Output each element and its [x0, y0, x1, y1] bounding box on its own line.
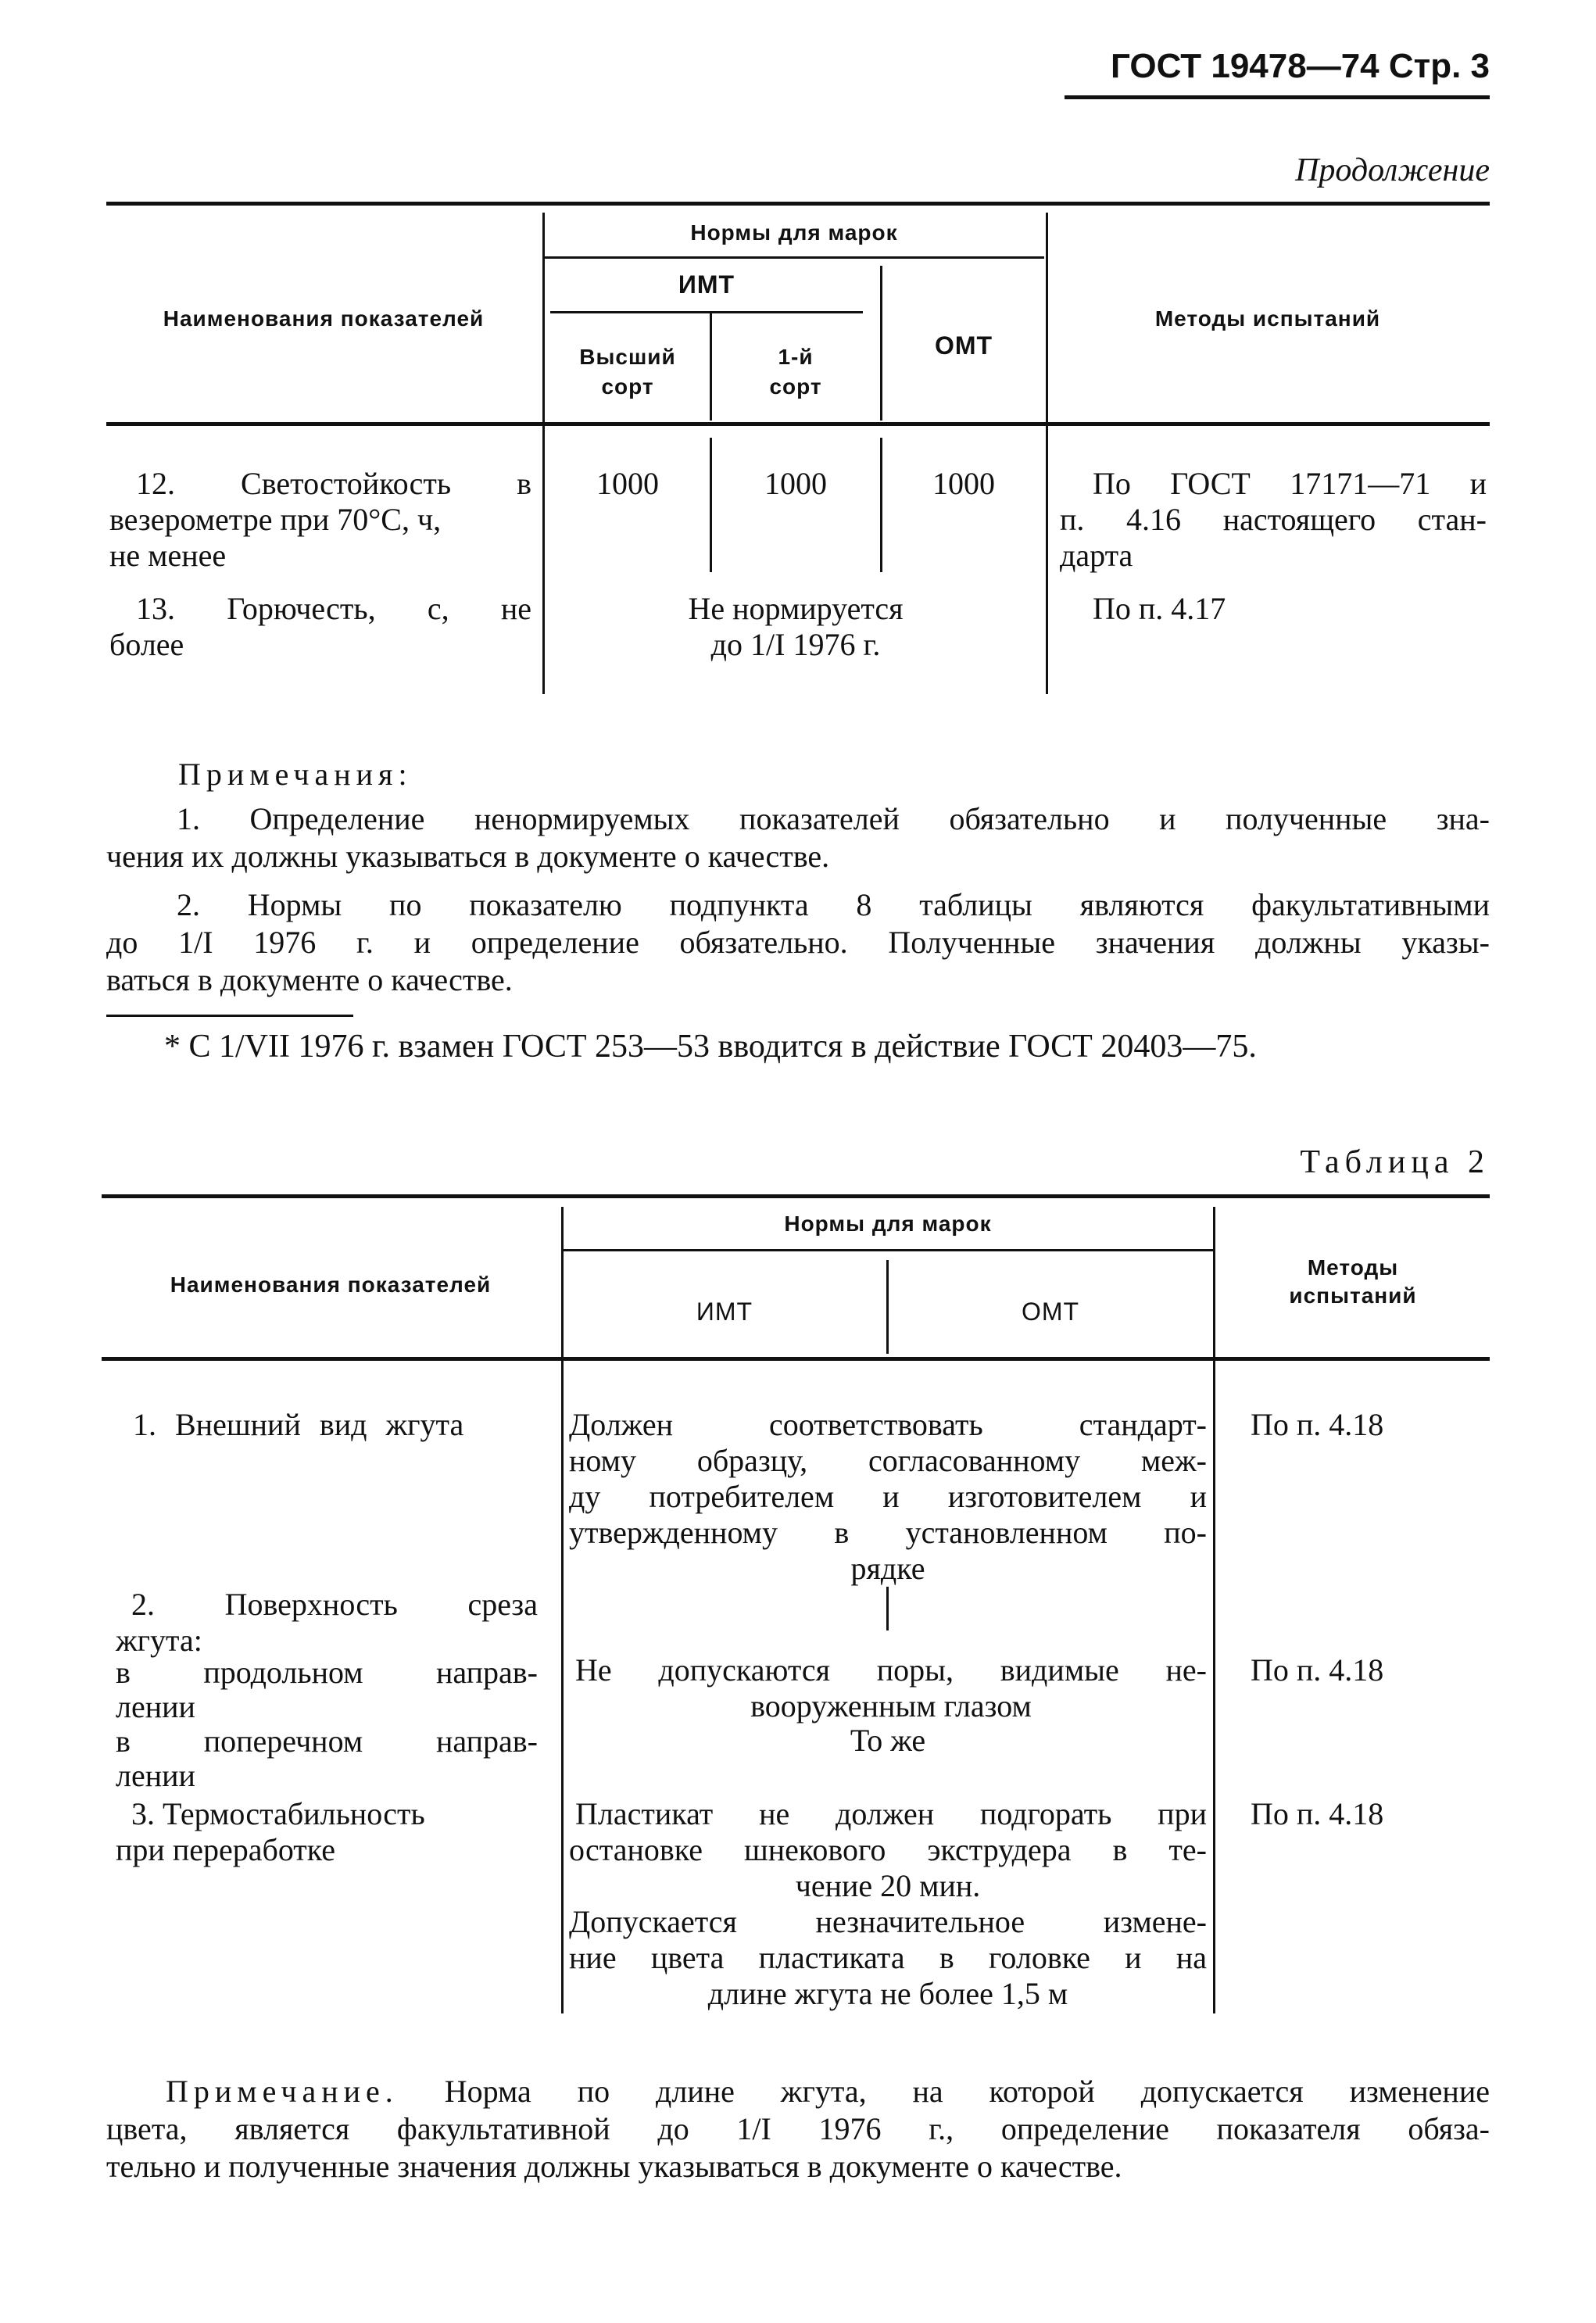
- table1-vline-4: [1046, 213, 1048, 694]
- table2-label: Таблица 2: [1300, 1144, 1490, 1180]
- notes1-item-1: 1. Определение ненормируемых показателей обязательно и полученные зна- чения их должны указываться в документе о качестве.: [106, 801, 1490, 874]
- header-rule: [1065, 95, 1490, 99]
- table2-note-lead: Примечание.: [166, 2074, 399, 2109]
- table1-norms-rule: [544, 256, 1044, 259]
- table1-vline-2-body: [710, 438, 712, 572]
- table2-col-methods: Методы испытаний: [1289, 1255, 1417, 1308]
- table2-row2a-method: По п. 4.18: [1251, 1652, 1384, 1688]
- table2-row2a-norm: Не допускаются поры, видимые не- вооруженным глазом: [575, 1652, 1207, 1723]
- table1-row12-value-first: 1000: [764, 466, 827, 501]
- table1-imt-rule: [550, 311, 863, 313]
- table2-note: Примечание. Норма по длине жгута, на которой допускается изменение цвета, является факультативной до 1/I 1976 г., определение показателя обяза- тельно и полученные значения должны указываться в документе о качестве.: [106, 2074, 1490, 2184]
- table2-row1-name: 1. Внешний вид жгута: [133, 1407, 464, 1442]
- table2-row1-method: По п. 4.18: [1251, 1407, 1384, 1442]
- table2-vline-3: [1213, 1207, 1215, 2013]
- table2-header-bottom-rule: [102, 1357, 1490, 1361]
- page-header-title: ГОСТ 19478—74 Стр. 3: [1110, 47, 1490, 85]
- table1-row12-value-top: 1000: [596, 466, 659, 501]
- table2-row3-name: 3. Термостабильность при переработке: [116, 1796, 425, 1867]
- table1-col-grade-top: Высший сорт: [579, 345, 676, 399]
- continuation-label: Продолжение: [1295, 152, 1490, 188]
- table1-col-norms: Нормы для марок: [690, 220, 898, 245]
- notes1-item-2: 2. Нормы по показателю подпункта 8 таблицы являются факультативными до 1/I 1976 г. и определение обязательно. Полученные значения должны указы- ваться в документе о качестве.: [106, 887, 1490, 997]
- table2-row2a-name: в продольном направ- лении: [116, 1655, 538, 1724]
- table2-norms-rule: [563, 1249, 1215, 1251]
- table1-row12-method: По ГОСТ 17171—71 и п. 4.16 настоящего стан- дарта: [1060, 466, 1487, 573]
- table2-row-separator: [886, 1587, 889, 1630]
- table1-top-rule: [106, 202, 1490, 206]
- table2-top-rule: [102, 1194, 1490, 1198]
- table1-col-grade-first: 1-й сорт: [769, 345, 822, 399]
- notes1-heading: Примечания:: [178, 757, 413, 792]
- table1-row13-name: 13. Горючесть, с, не более: [109, 591, 531, 662]
- table2-row2b-name: в поперечном направ- лении: [116, 1723, 538, 1793]
- table1-vline-3-body: [880, 438, 882, 572]
- table1-vline-1: [542, 213, 545, 694]
- table2-col-omt: ОМТ: [1021, 1298, 1080, 1326]
- table1-header-bottom-rule: [106, 422, 1490, 426]
- table1-row13-method: По п. 4.17: [1093, 591, 1226, 626]
- table1-vline-2: [710, 311, 712, 421]
- table1-row13-merged-norm: Не нормируется до 1/I 1976 г.: [688, 591, 904, 662]
- table1-row12-value-omt: 1000: [932, 466, 995, 501]
- table2-row2-name: 2. Поверхность среза жгута:: [116, 1587, 538, 1658]
- table1-col-methods: Методы испытаний: [1154, 306, 1381, 331]
- table1-col-omt: ОМТ: [934, 331, 993, 360]
- table1-col-name: Наименования показателей: [163, 306, 485, 331]
- footnote-separator: [106, 1015, 353, 1017]
- table2-vline-1: [561, 1207, 564, 2013]
- table2-row3-method: По п. 4.18: [1251, 1796, 1384, 1831]
- table1-row12-name: 12. Светостойкость в везерометре при 70°С, ч, не менее: [109, 466, 531, 573]
- table2-col-norms: Нормы для марок: [784, 1212, 992, 1236]
- table2-row2b-norm: То же: [850, 1723, 926, 1758]
- table2-row3-norm: Пластикат не должен подгорать при остановке шнекового экструдера в те- чение 20 мин. Допускается незначительное измене- ние цвета пластиката в головке и на длине жгута не более 1,5 м: [569, 1796, 1207, 2011]
- table2-col-imt: ИМТ: [696, 1298, 753, 1326]
- table1-col-imt: ИМТ: [678, 270, 735, 299]
- footnote: * С 1/VII 1976 г. взамен ГОСТ 253—53 вводится в действие ГОСТ 20403—75.: [164, 1029, 1257, 1065]
- table2-vline-2: [886, 1260, 889, 1354]
- table2-col-name: Наименования показателей: [170, 1272, 492, 1297]
- table2-row1-norm: Должен соответствовать стандарт- ному образцу, согласованному меж- ду потребителем и изготовителем и утвержденному в установленном по- рядке: [569, 1407, 1207, 1586]
- table1-vline-3: [880, 266, 882, 421]
